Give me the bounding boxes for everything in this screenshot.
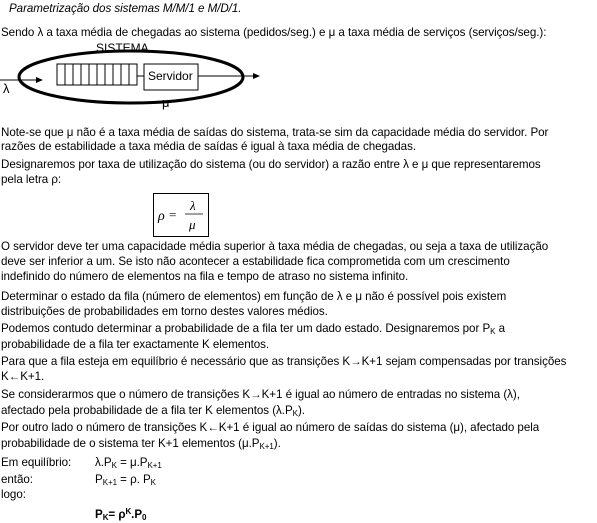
paragraph-line: probabilidade de o sistema ter K+1 elementos $(\mu.P_{K+1})$. (1, 437, 281, 451)
queue-buffer (57, 64, 137, 85)
paragraph-line: probabilidade de a fila ter exactamente K elementos. (1, 338, 270, 351)
paragraph-line: Para que a fila esteja em equilíbrio é necessário que as transições K→K+1 sejam compensadas por transições (1, 355, 567, 368)
paragraph-line: razões de estabilidade a taxa média de saídas é igual à taxa média de chegadas. (1, 140, 416, 153)
section-heading: Parametrização dos sistemas M/M/1 e M/D/1. (9, 2, 242, 15)
server-label: Servidor (148, 69, 193, 83)
paragraph-line: O servidor deve ter uma capacidade média superior à taxa média de chegadas, ou seja a taxa de utilização (1, 240, 549, 253)
formula-rho: ρ (158, 209, 165, 224)
paragraph-line: afectado pela probabilidade de a fila ter K elementos $(\lambda.P_K)$. (1, 404, 305, 418)
equilibrium-equation: $\lambda.P_K = \mu.P_{K+1}$ (95, 456, 162, 470)
entao-label: então: (1, 473, 33, 486)
formula-numerator: λ (190, 198, 196, 213)
final-equation: $P_K= \rho^K.P_0$ (95, 507, 147, 522)
utilization-formula (153, 193, 209, 237)
paragraph-line: pela letra ρ: (1, 173, 62, 186)
system-label: SISTEMA (96, 41, 149, 55)
intro-text: Sendo λ a taxa média de chegadas ao sistema (pedidos/seg.) e μ a taxa média de serviços (serviços/seg.): (1, 26, 547, 39)
paragraph-line: Se considerarmos que o número de transições K→K+1 é igual ao número de entradas no sistema (λ), (1, 388, 520, 401)
paragraph-line: Determinar o estado da fila (número de elementos) em função de λ e μ não é possível pois existem (1, 290, 507, 303)
paragraph-line: K←K+1. (1, 370, 45, 383)
paragraph-line: deve ser inferior a um. Se isto não acontecer a estabilidade fica comprometida com um crescimento (1, 255, 510, 268)
system-diagram (0, 40, 260, 116)
pk-definition-line: Podemos contudo determinar a probabilidade de a fila ter um dado estado. Designaremos por $P_K$ a (1, 322, 506, 336)
lambda-label: λ (3, 81, 10, 96)
paragraph-line: distribuições de probabilidades em torno destes valores médios. (1, 305, 328, 318)
paragraph-line: indefinido do número de elementos na fila e tempo de atraso no sistema infinito. (1, 270, 409, 283)
formula-equals: = (169, 207, 177, 222)
paragraph-line: Note-se que μ não é a taxa média de saídas do sistema, trata-se sim da capacidade média do servidor. Por (1, 126, 549, 139)
formula-denominator: μ (189, 217, 196, 232)
entao-equation: $P_{K+1} = \rho$. $P_K$ (95, 473, 156, 487)
mu-label: μ (162, 95, 170, 110)
paragraph-line: Por outro lado o número de transições K←K+1 é igual ao número de saídas do sistema (μ), afectado pela (1, 421, 540, 434)
equilibrium-label: Em equilíbrio: (1, 456, 72, 469)
logo-label: logo: (1, 488, 26, 501)
paragraph-line: Designaremos por taxa de utilização do sistema (ou do servidor) a razão entre λ e μ que representaremos (1, 158, 541, 171)
